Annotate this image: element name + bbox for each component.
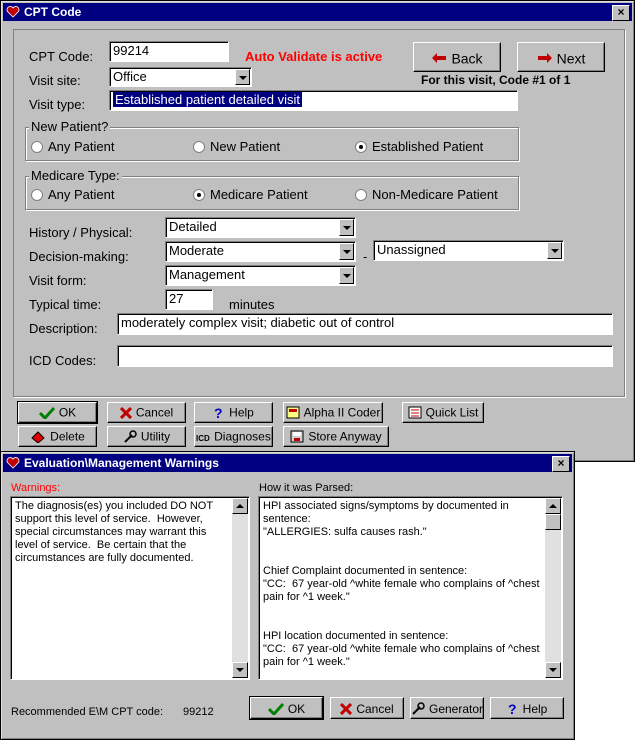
visit-site-select[interactable] <box>109 67 252 87</box>
visit-type-value: Established patient detailed visit <box>115 92 301 107</box>
history-physical-label: History / Physical: <box>29 225 133 240</box>
arrow-right-icon <box>537 53 553 63</box>
decision-making-label: Decision-making: <box>29 249 129 264</box>
cancel-button[interactable]: Cancel <box>107 402 186 423</box>
medicare-radio-non-medicare[interactable] <box>355 189 367 201</box>
new-patient-group-label: New Patient? <box>31 119 109 134</box>
decision-dash: - <box>363 249 368 264</box>
em-title-bar[interactable] <box>3 454 572 472</box>
decision-making-select[interactable] <box>165 241 356 262</box>
medicare-radio-any[interactable] <box>31 189 43 201</box>
parsed-memo[interactable] <box>258 496 563 680</box>
checkmark-icon <box>39 407 55 419</box>
description-input[interactable]: moderately complex visit; diabetic out of control <box>117 313 613 335</box>
description-label: Description: <box>29 321 98 336</box>
cpt-close-button[interactable]: × <box>612 5 630 21</box>
store-anyway-button[interactable]: Store Anyway <box>283 426 389 447</box>
cross-icon <box>120 407 132 419</box>
svg-text:ICD: ICD <box>196 433 210 443</box>
tools-icon <box>123 430 137 444</box>
medicare-type-group-label: Medicare Type: <box>31 168 120 183</box>
scroll-up-icon[interactable] <box>545 498 561 514</box>
visit-form-label: Visit form: <box>29 273 87 288</box>
visit-site-value: Office <box>113 69 147 84</box>
em-cancel-button[interactable]: Cancel <box>330 697 404 719</box>
eraser-icon <box>30 430 46 443</box>
warnings-scrollbar[interactable] <box>232 498 248 678</box>
visit-form-value: Management <box>169 267 245 282</box>
visit-site-label: Visit site: <box>29 73 81 88</box>
icd-icon <box>196 430 210 444</box>
chevron-down-icon[interactable] <box>339 243 354 260</box>
svg-text:?: ? <box>214 405 223 420</box>
visit-form-select[interactable] <box>165 265 356 286</box>
delete-button[interactable]: Delete <box>18 426 97 447</box>
chevron-down-icon[interactable] <box>235 69 250 85</box>
new-patient-option-new[interactable]: New Patient <box>210 139 281 154</box>
cpt-code-input[interactable]: 99214 <box>109 41 229 62</box>
chevron-down-icon[interactable] <box>547 242 562 259</box>
typical-time-label: Typical time: <box>29 297 102 312</box>
utility-button[interactable]: Utility <box>107 426 186 447</box>
em-close-button[interactable]: × <box>552 456 570 472</box>
tools-icon <box>411 702 425 716</box>
svg-text:?: ? <box>507 701 517 716</box>
book-icon <box>286 406 300 419</box>
em-window-title: Evaluation\Management Warnings <box>24 456 219 470</box>
cpt-code-label: CPT Code: <box>29 49 94 64</box>
code-position-text: For this visit, Code #1 of 1 <box>421 73 571 87</box>
warnings-label: Warnings: <box>11 482 61 494</box>
chevron-down-icon[interactable] <box>339 219 354 236</box>
parsed-label: How it was Parsed: <box>259 482 354 494</box>
warnings-text: The diagnosis(es) you included DO NOT support this level of service. However, special circumstances may warrant this level of service. Be certain that the circumstances are fully documented. <box>15 500 216 564</box>
medicare-option-non-medicare[interactable]: Non-Medicare Patient <box>372 187 498 202</box>
medicare-option-medicare[interactable]: Medicare Patient <box>210 187 308 202</box>
warnings-memo[interactable] <box>10 496 250 680</box>
visit-type-input[interactable] <box>109 90 518 111</box>
new-patient-radio-established[interactable] <box>355 141 367 153</box>
chevron-down-icon[interactable] <box>339 267 354 284</box>
alpha-ii-coder-button[interactable]: Alpha II Coder <box>283 402 383 423</box>
new-patient-radio-new[interactable] <box>193 141 205 153</box>
typical-time-input[interactable]: 27 <box>165 289 213 310</box>
parsed-text: HPI associated signs/symptoms by documented in sentence: "ALLERGIES: sulfa causes rash." Chief Complaint documented in sentence: "CC: 67 year-old ^white female who complains of ^chest pain for ^1 week." HPI location documented in sentence: "CC: 67 year-old ^white female who complains of ^chest pain for ^1 week." <box>263 500 540 668</box>
cpt-title-bar[interactable] <box>3 3 632 21</box>
quick-list-button[interactable]: Quick List <box>402 402 484 423</box>
question-mark-icon <box>213 406 225 420</box>
checkmark-icon <box>268 703 284 715</box>
arrow-left-icon <box>431 53 447 63</box>
generator-button[interactable]: Generator <box>410 697 484 719</box>
scroll-down-icon[interactable] <box>545 662 561 678</box>
cross-icon <box>340 703 352 715</box>
recommended-label: Recommended E\M CPT code: <box>11 706 164 718</box>
em-warnings-window <box>0 451 575 740</box>
back-button[interactable]: Back <box>413 42 501 72</box>
history-physical-select[interactable] <box>165 217 356 238</box>
icd-codes-input[interactable] <box>117 345 613 367</box>
assignment-select[interactable] <box>373 240 564 261</box>
app-heart-icon <box>6 5 20 19</box>
medicare-radio-medicare[interactable] <box>193 189 205 201</box>
em-help-button[interactable]: ? Help <box>490 697 564 719</box>
auto-validate-status: Auto Validate is active <box>245 49 383 64</box>
scroll-down-icon[interactable] <box>232 662 248 678</box>
ok-button[interactable]: OK <box>18 402 97 423</box>
list-icon <box>408 406 422 419</box>
visit-type-label: Visit type: <box>29 97 86 112</box>
help-button[interactable]: ? Help <box>194 402 273 423</box>
scroll-thumb[interactable] <box>545 514 561 530</box>
new-patient-option-established[interactable]: Established Patient <box>372 139 484 154</box>
decision-making-value: Moderate <box>169 243 224 258</box>
new-patient-radio-any[interactable] <box>31 141 43 153</box>
next-button[interactable]: Next <box>517 42 605 72</box>
minutes-label: minutes <box>229 297 275 312</box>
question-mark-icon <box>507 702 519 716</box>
scroll-up-icon[interactable] <box>232 498 248 514</box>
parsed-scrollbar[interactable] <box>545 498 561 678</box>
app-heart-icon <box>6 456 20 470</box>
em-ok-button[interactable]: OK <box>250 697 323 719</box>
assignment-value: Unassigned <box>377 242 446 257</box>
diagnoses-button[interactable]: ICD Diagnoses <box>194 426 273 447</box>
recommended-code-value: 99212 <box>183 706 214 718</box>
history-physical-value: Detailed <box>169 219 217 234</box>
medicare-option-any[interactable]: Any Patient <box>48 187 115 202</box>
cpt-window-title: CPT Code <box>24 5 82 19</box>
storage-icon <box>290 430 304 443</box>
icd-codes-label: ICD Codes: <box>29 353 97 368</box>
new-patient-option-any[interactable]: Any Patient <box>48 139 115 154</box>
